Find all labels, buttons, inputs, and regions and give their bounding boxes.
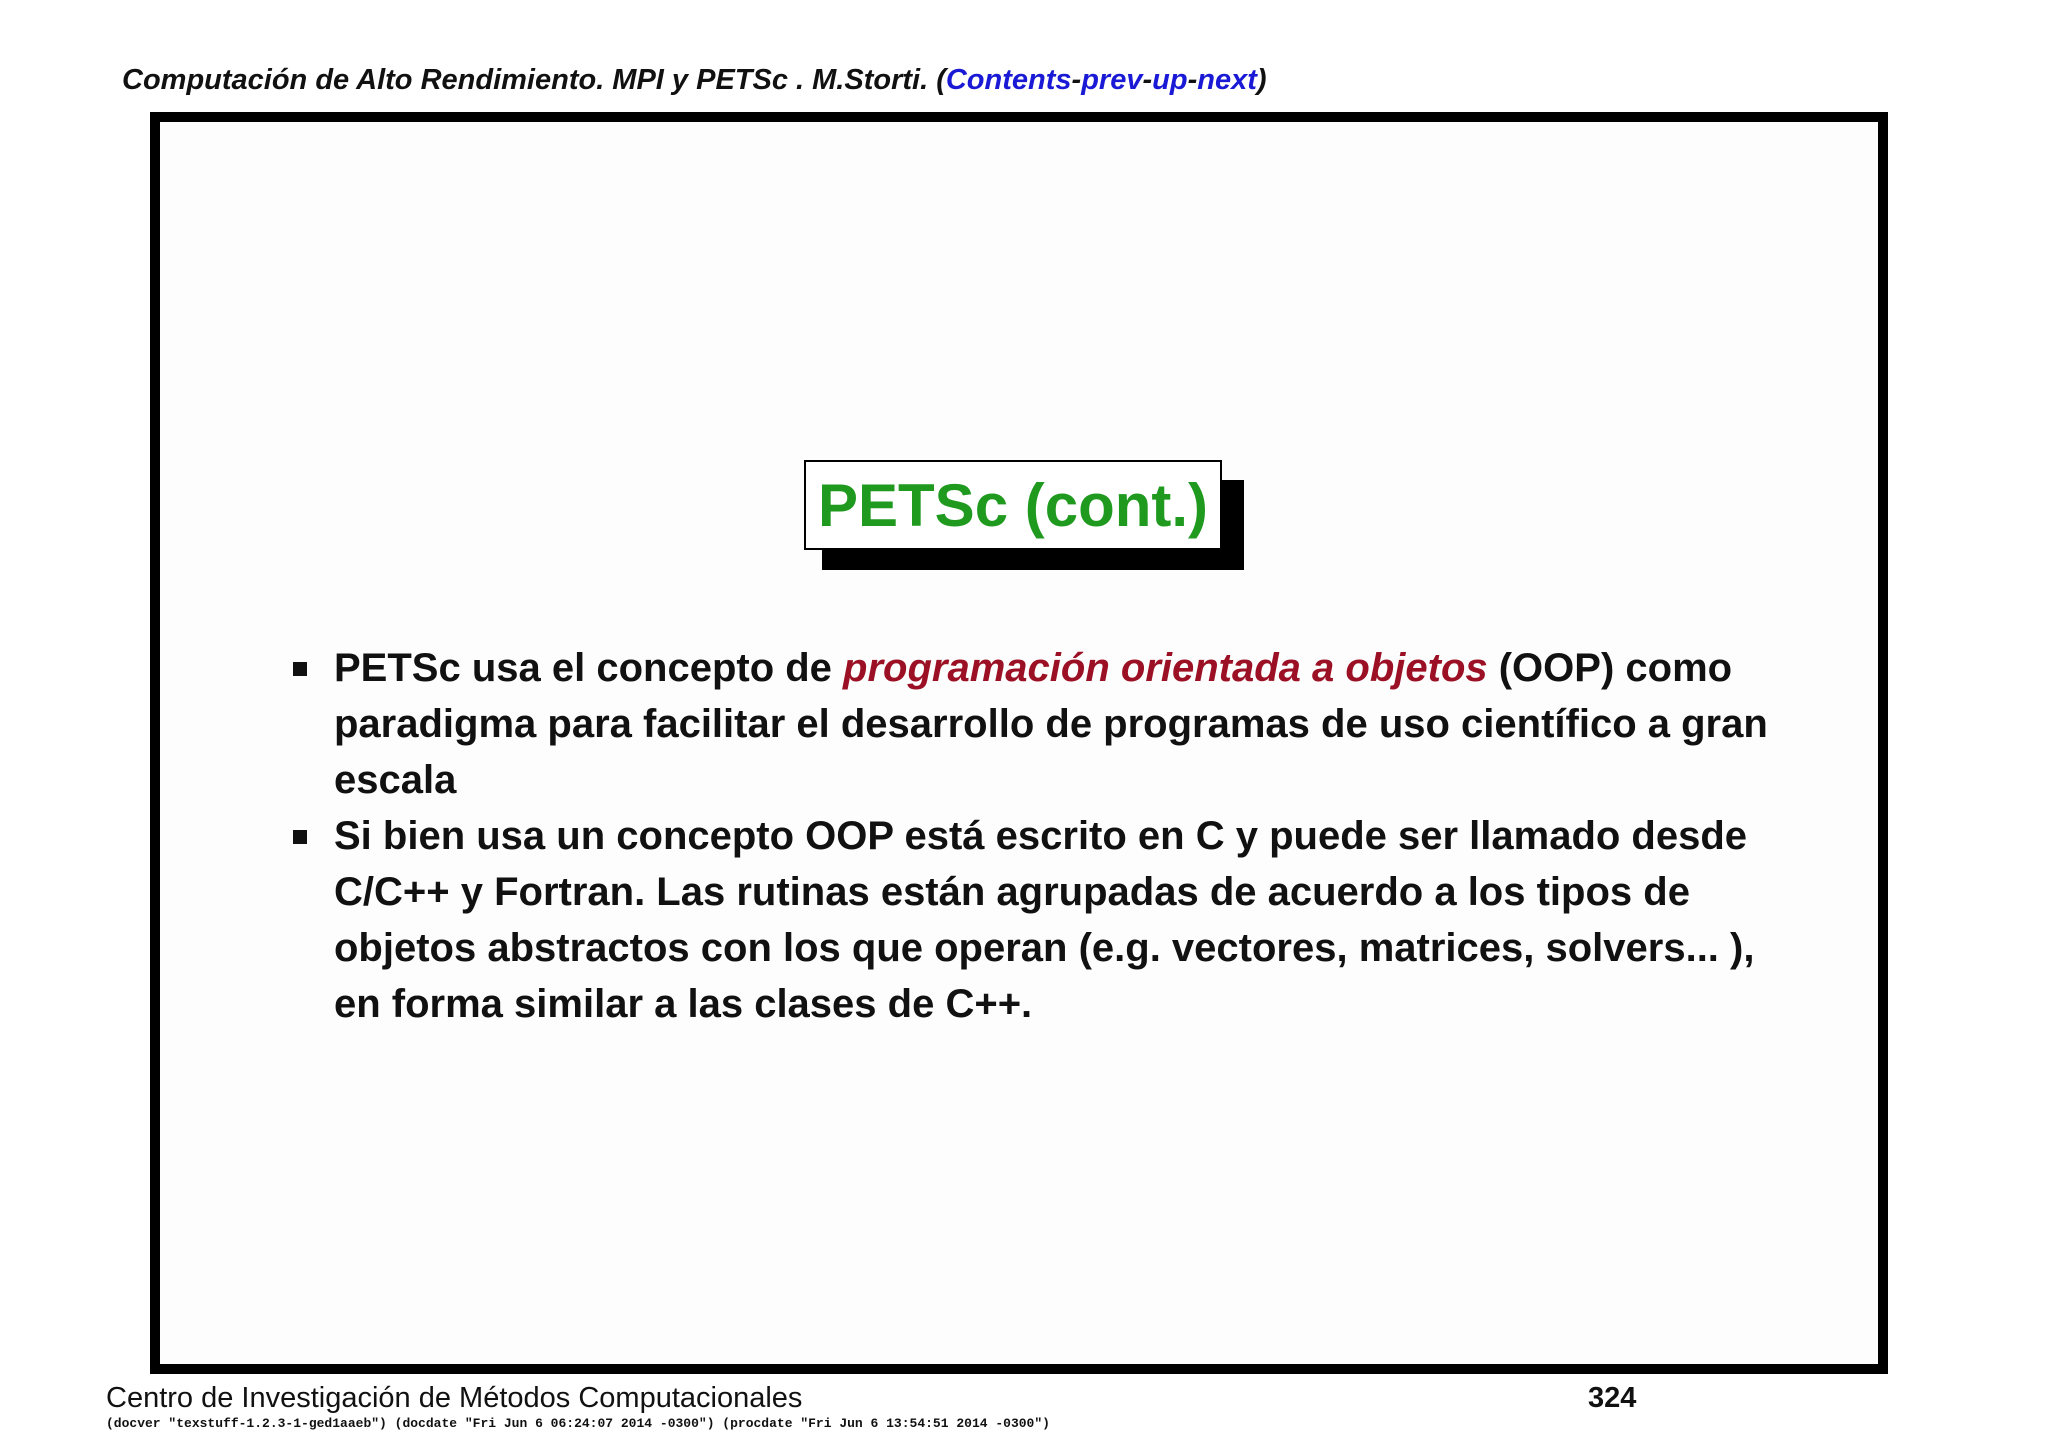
square-bullet-icon <box>293 830 307 844</box>
nav-contents-link[interactable]: Contents <box>945 64 1072 96</box>
nav-up-link[interactable]: up <box>1152 64 1188 96</box>
header-close-paren: ) <box>1256 64 1267 96</box>
page-number: 324 <box>1588 1382 1637 1414</box>
nav-separator: - <box>1142 64 1153 96</box>
slide-title: PETSc (cont.) <box>817 471 1209 539</box>
slide-content <box>290 640 1810 1032</box>
bullet-item <box>290 640 1810 808</box>
page-header <box>122 64 1267 97</box>
slide-title-box <box>804 460 1222 550</box>
square-bullet-icon <box>293 662 307 676</box>
bullet-item <box>290 808 1810 1032</box>
nav-separator: - <box>1071 64 1082 96</box>
bullet-text-pre: PETSc usa el concepto de <box>334 646 844 690</box>
nav-prev-link[interactable]: prev <box>1081 64 1143 96</box>
header-course-title: Computación de Alto Rendimiento. MPI y PETSc . M.Storti. ( <box>122 64 946 96</box>
bullet-text: Si bien usa un concepto OOP está escrito en C y puede ser llamado desde C/C++ y Fortran. Las rutinas están agrupadas de acuerdo a los tipos de objetos abstractos con los que operan (e.g. vectores, matrices, solvers... ), en forma similar a las clases de C++. <box>334 814 1755 1026</box>
footer-institution: Centro de Investigación de Métodos Computacionales <box>106 1382 803 1414</box>
bullet-text-post: (OOP) como paradigma para facilitar el desarrollo de programas de uso científico a gran escala <box>334 646 1768 802</box>
footer-doc-metadata: (docver "texstuff-1.2.3-1-ged1aaeb") (docdate "Fri Jun 6 06:24:07 2014 -0300") (procdate "Fri Jun 6 13:54:51 2014 -0300") <box>106 1416 1050 1431</box>
bullet-emphasis: programación orientada a objetos <box>843 646 1488 690</box>
nav-separator: - <box>1187 64 1198 96</box>
nav-next-link[interactable]: next <box>1197 64 1257 96</box>
